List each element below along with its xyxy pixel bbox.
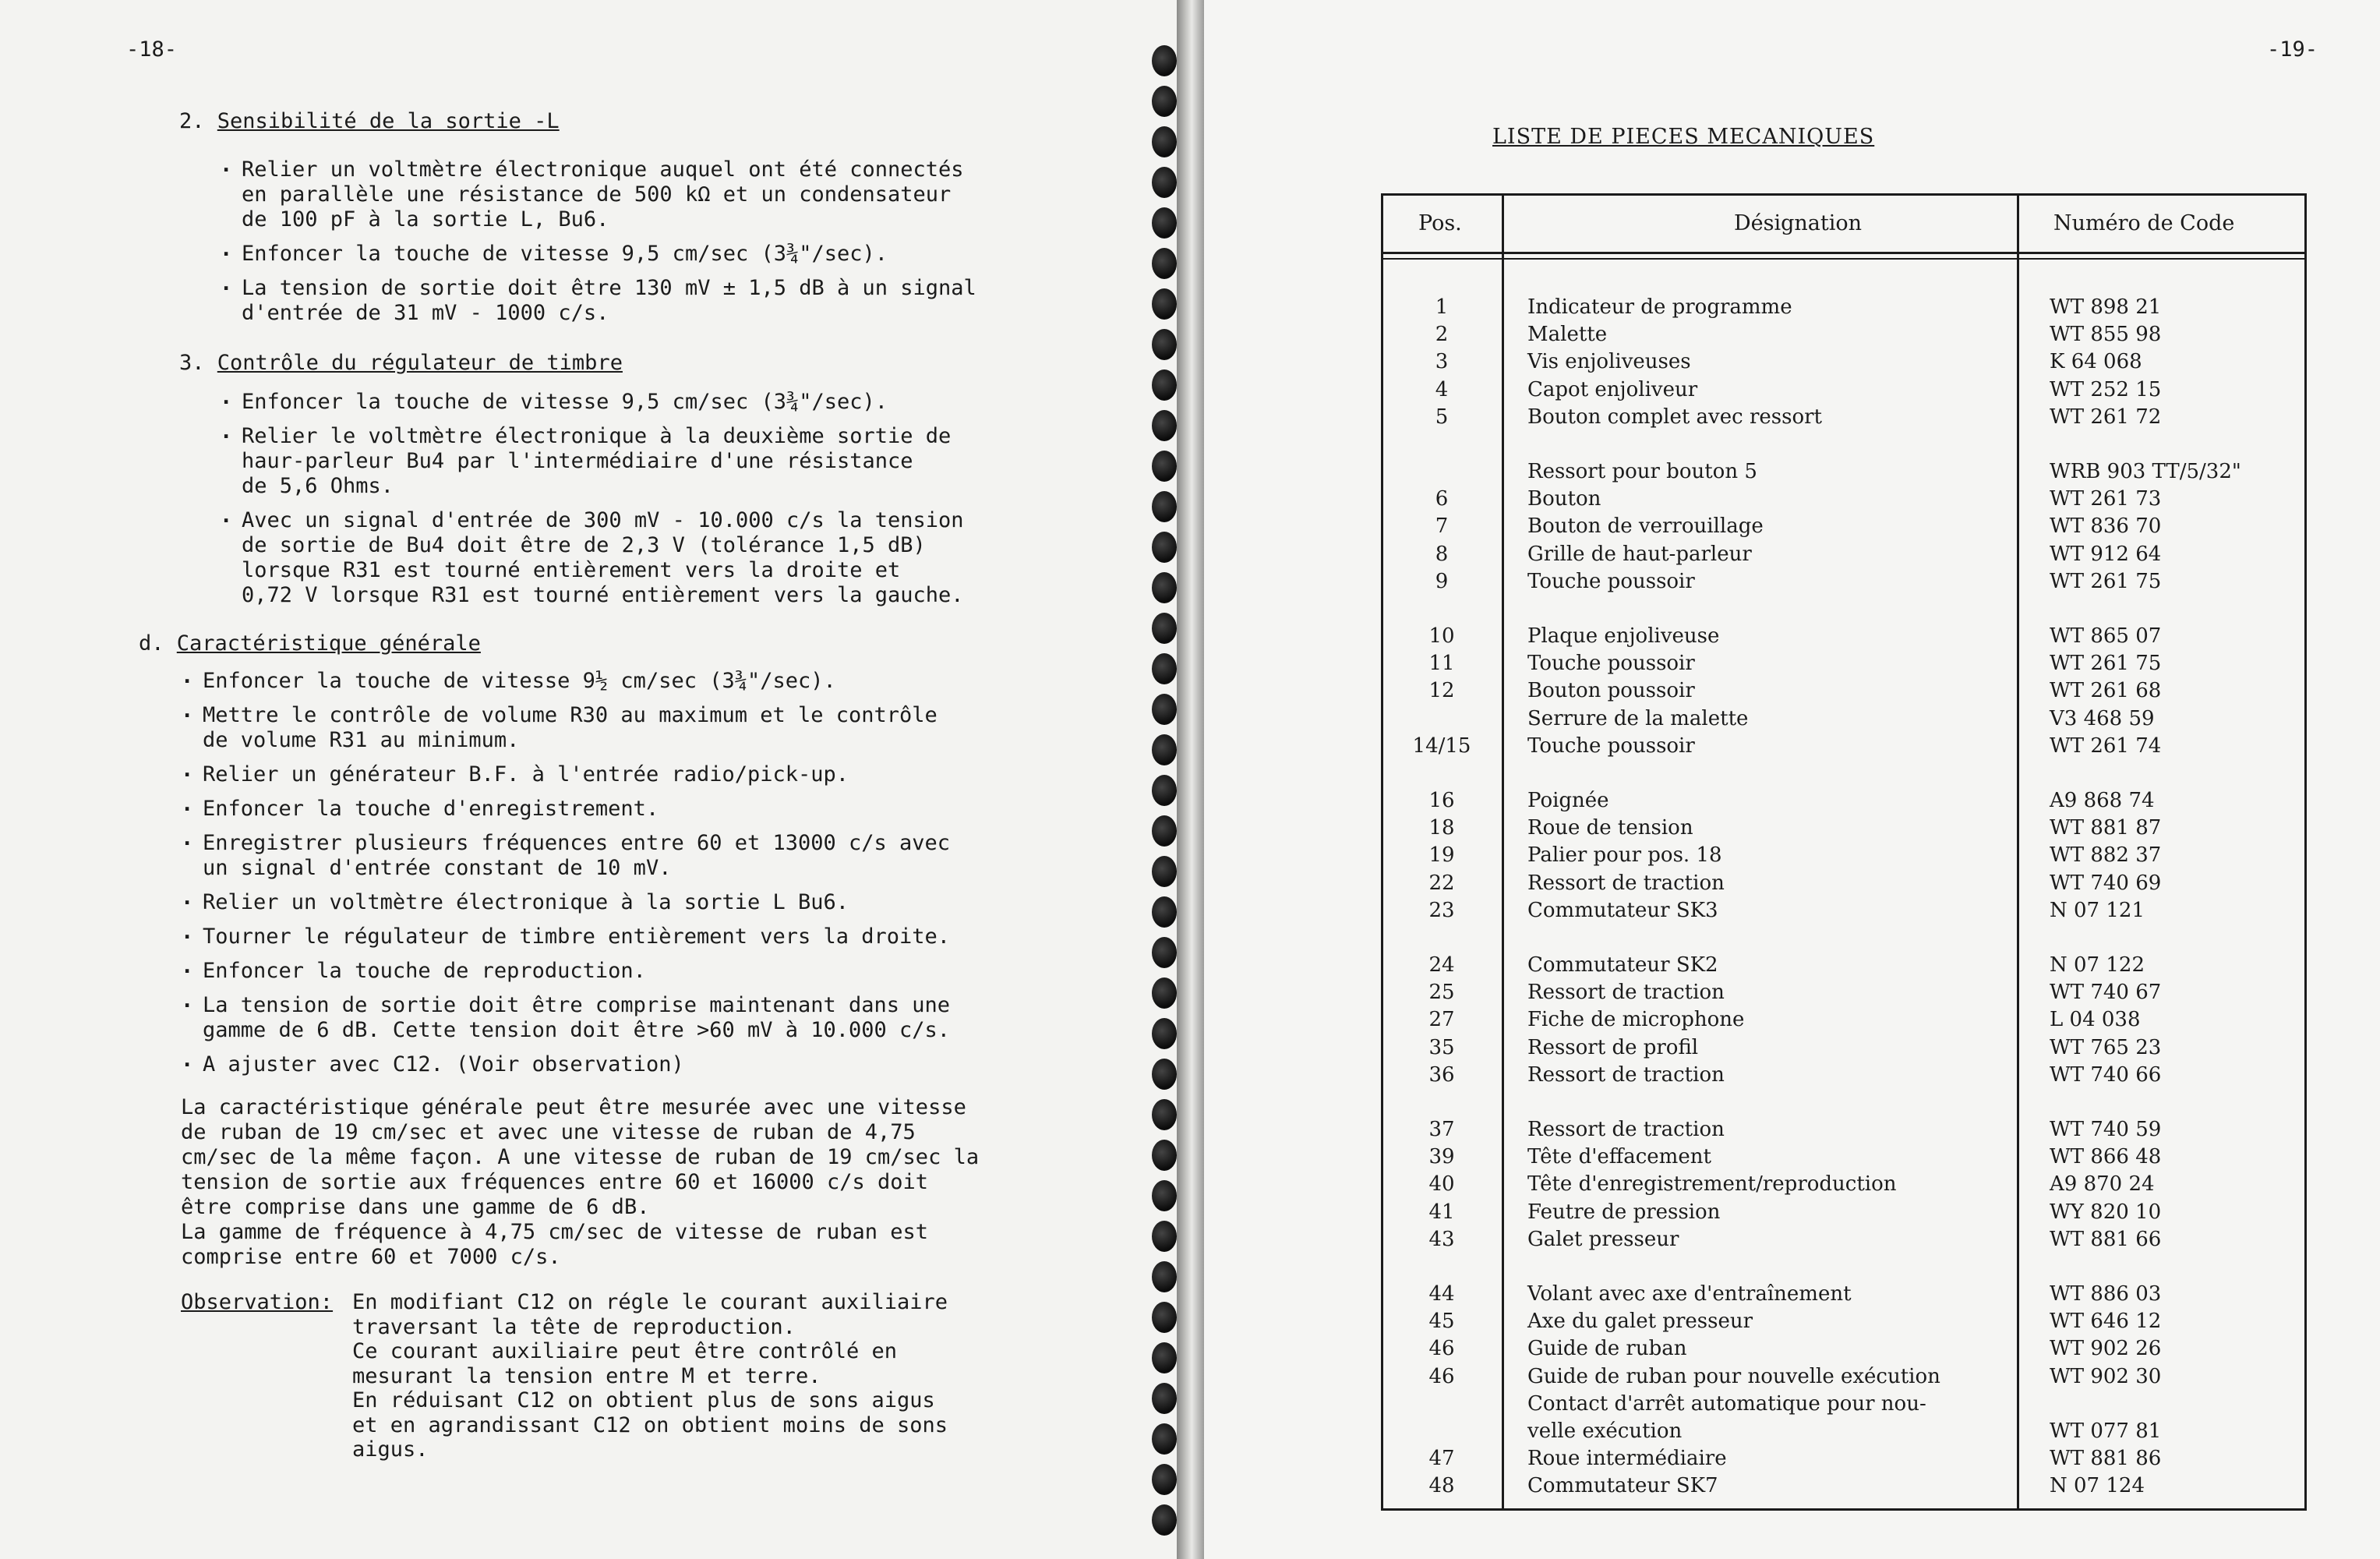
row-designation: velle exécution (1527, 1419, 1683, 1443)
row-pos: 24 (1428, 953, 1455, 977)
table-row (1383, 652, 2304, 679)
binding-ring (1152, 207, 1177, 239)
table-row (1383, 1337, 2304, 1364)
binding-ring (1152, 1059, 1177, 1090)
table-row (1383, 1063, 2304, 1091)
row-designation: Guide de ruban (1527, 1337, 1687, 1361)
section-3-list (220, 390, 1139, 617)
row-code: WT 866 48 (2050, 1145, 2162, 1169)
row-code: WT 261 75 (2050, 652, 2162, 676)
list-item: . Enfoncer la touche de vitesse 9,5 cm/sec (3¾"/sec). (220, 390, 1139, 415)
column-header-code: Numéro de Code (2053, 211, 2235, 235)
section-3-number: 3. (179, 351, 205, 375)
row-pos: 36 (1428, 1062, 1455, 1087)
row-designation: Palier pour pos. 18 (1527, 843, 1722, 868)
binding-ring (1152, 410, 1177, 441)
row-pos: 12 (1428, 679, 1455, 703)
row-pos: 48 (1428, 1474, 1455, 1498)
table-row (1383, 460, 2304, 487)
row-pos: 35 (1428, 1035, 1455, 1059)
row-code: WT 836 70 (2050, 514, 2162, 539)
row-code: WT 865 07 (2050, 624, 2162, 648)
table-row (1383, 789, 2304, 816)
row-designation: Serrure de la malette (1527, 706, 1749, 730)
row-code: WT 912 64 (2050, 542, 2162, 566)
binding-ring (1152, 1018, 1177, 1049)
binding-ring (1152, 896, 1177, 928)
list-item: . Relier le voltmètre électronique à la deuxième sortie de haur-parleur Bu4 par l'intermédiaire d'une résistance de 5,6 Ohms. (220, 424, 1139, 499)
binding-ring (1152, 1464, 1177, 1495)
table-row (1383, 1118, 2304, 1145)
row-code: WT 902 30 (2050, 1364, 2162, 1388)
row-designation: Malette (1527, 323, 1608, 347)
list-item: . A ajuster avec C12. (Voir observation) (181, 1052, 1139, 1077)
row-pos: 7 (1435, 514, 1449, 539)
row-code: L 04 038 (2050, 1008, 2141, 1032)
table-row (1383, 1392, 2304, 1419)
section-d-list (181, 669, 1139, 1087)
binding-ring (1152, 167, 1177, 198)
row-pos: 8 (1435, 542, 1449, 566)
row-code: WT 886 03 (2050, 1282, 2162, 1306)
row-designation: Fiche de microphone (1527, 1008, 1745, 1032)
row-pos: 2 (1435, 323, 1449, 347)
row-designation: Ressort de traction (1527, 1118, 1725, 1141)
row-code: N 07 122 (2050, 953, 2145, 977)
row-designation: Axe du galet presseur (1527, 1310, 1753, 1334)
binding-ring (1152, 1383, 1177, 1414)
row-pos: 4 (1435, 377, 1449, 401)
row-designation: Commutateur SK2 (1527, 953, 1718, 977)
row-pos: 16 (1428, 789, 1455, 812)
row-code: A9 868 74 (2050, 789, 2155, 812)
row-designation: Roue intermédiaire (1527, 1447, 1727, 1471)
header-rule (1383, 252, 2304, 254)
row-designation: Touche poussoir (1527, 569, 1695, 593)
table-row (1383, 734, 2304, 762)
row-designation: Ressort de traction (1527, 1062, 1725, 1087)
table-row (1383, 1172, 2304, 1200)
row-code: WT 740 69 (2050, 871, 2162, 895)
binding-ring (1152, 937, 1177, 968)
row-pos: 3 (1435, 350, 1449, 374)
table-row (1383, 953, 2304, 981)
row-designation: Touche poussoir (1527, 734, 1695, 758)
section-3-title: Contrôle du régulateur de timbre (217, 351, 623, 375)
row-pos: 41 (1428, 1200, 1455, 1224)
list-item: . Enfoncer la touche de vitesse 9½ cm/sec (3¾"/sec). (181, 669, 1139, 694)
row-designation: Bouton (1527, 487, 1601, 511)
row-designation: Bouton de verrouillage (1527, 514, 1764, 539)
table-row (1383, 487, 2304, 514)
row-pos: 6 (1435, 487, 1449, 511)
table-row (1383, 843, 2304, 871)
table-row (1383, 1419, 2304, 1447)
table-row (1383, 570, 2304, 597)
row-designation: Tête d'enregistrement/reproduction (1527, 1172, 1897, 1197)
section-2-list (220, 157, 1139, 335)
row-designation: Indicateur de programme (1527, 295, 1792, 319)
general-characteristic-paragraph: La caractéristique générale peut être mesurée avec une vitesse de ruban de 19 cm/sec et avec une vitesse de ruban de 4,75 cm/sec de la même façon. A une vitesse de ruban de 19 cm/sec la tension de sortie aux fréquences entre 60 et 16000 c/s doit être comprise dans une gamme de 6 dB. La gamme de fréquence à 4,75 cm/sec de vitesse de ruban est comprise entre 60 et 7000 c/s. (181, 1095, 980, 1269)
row-designation: Capot enjoliveur (1527, 377, 1698, 401)
row-designation: Bouton poussoir (1527, 679, 1695, 703)
binding-ring (1152, 1423, 1177, 1455)
list-item: . La tension de sortie doit être comprise maintenant dans une gamme de 6 dB. Cette tension doit être >60 mV à 10.000 c/s. (181, 993, 1139, 1043)
binding-ring (1152, 532, 1177, 563)
row-code: WT 902 26 (2050, 1337, 2162, 1361)
table-row (1383, 707, 2304, 734)
row-code: WT 261 75 (2050, 569, 2162, 593)
row-designation: Feutre de pression (1527, 1200, 1721, 1224)
book-gutter (1177, 0, 1204, 1559)
row-designation: Guide de ruban pour nouvelle exécution (1527, 1364, 1940, 1388)
row-pos: 43 (1428, 1227, 1455, 1251)
header-rule (1383, 258, 2304, 260)
list-item: . Mettre le contrôle de volume R30 au maximum et le contrôle de volume R31 au minimum. (181, 703, 1139, 753)
row-pos: 44 (1428, 1282, 1455, 1306)
row-pos: 45 (1428, 1310, 1455, 1334)
row-code: A9 870 24 (2050, 1172, 2155, 1197)
binding-ring (1152, 775, 1177, 806)
table-row (1383, 871, 2304, 899)
row-code: WT 252 15 (2050, 377, 2162, 401)
section-d-heading (139, 631, 481, 656)
row-designation: Roue de tension (1527, 816, 1693, 840)
row-code: WT 740 59 (2050, 1118, 2162, 1141)
row-code: WT 881 66 (2050, 1227, 2162, 1251)
row-code: WY 820 10 (2050, 1200, 2162, 1224)
binding-ring (1152, 369, 1177, 401)
binding-ring (1152, 653, 1177, 684)
table-row (1383, 543, 2304, 570)
row-code: WT 765 23 (2050, 1035, 2162, 1059)
table-row (1383, 1474, 2304, 1501)
list-item: . Relier un générateur B.F. à l'entrée radio/pick-up. (181, 762, 1139, 787)
table-row (1383, 1008, 2304, 1035)
table-row (1383, 323, 2304, 350)
binding-ring (1152, 1221, 1177, 1252)
row-code: WT 646 12 (2050, 1310, 2162, 1334)
table-row (1383, 1200, 2304, 1228)
row-code: WT 077 81 (2050, 1419, 2162, 1443)
binding-ring (1152, 572, 1177, 603)
row-code: WT 740 67 (2050, 981, 2162, 1005)
binding-ring (1152, 1342, 1177, 1373)
binding-ring (1152, 288, 1177, 320)
list-item: . Enregistrer plusieurs fréquences entre 60 et 13000 c/s avec un signal d'entrée constant de 10 mV. (181, 831, 1139, 881)
row-code: WT 261 73 (2050, 487, 2162, 511)
row-designation: Commutateur SK7 (1527, 1474, 1718, 1498)
binding-ring (1152, 451, 1177, 482)
row-designation: Ressort de traction (1527, 981, 1725, 1005)
row-code: N 07 121 (2050, 898, 2145, 922)
binding-ring (1152, 1099, 1177, 1130)
page-number-left: -18- (126, 37, 178, 62)
row-designation: Ressort de profil (1527, 1035, 1699, 1059)
row-code: WT 261 74 (2050, 734, 2162, 758)
row-code: WT 881 87 (2050, 816, 2162, 840)
row-designation: Ressort pour bouton 5 (1527, 460, 1757, 483)
table-row (1383, 899, 2304, 926)
binding-ring (1152, 1302, 1177, 1333)
list-item: . La tension de sortie doit être 130 mV ± 1,5 dB à un signal d'entrée de 31 mV - 1000 c/s. (220, 276, 1139, 326)
row-pos: 47 (1428, 1447, 1455, 1471)
binding-ring (1152, 856, 1177, 887)
row-code: WT 740 66 (2050, 1062, 2162, 1087)
section-2-number: 2. (179, 109, 205, 133)
binding-ring (1152, 1261, 1177, 1292)
binding-ring (1152, 1504, 1177, 1536)
row-code: K 64 068 (2050, 350, 2142, 374)
row-code: WT 855 98 (2050, 323, 2162, 347)
section-d-number: d. (139, 631, 164, 656)
table-row (1383, 405, 2304, 433)
table-row (1383, 1145, 2304, 1172)
row-designation: Galet presseur (1527, 1227, 1679, 1251)
parts-table (1381, 193, 2307, 1511)
section-d-title: Caractéristique générale (176, 631, 481, 656)
list-item: . Avec un signal d'entrée de 300 mV - 10.000 c/s la tension de sortie de Bu4 doit être de 2,3 V (tolérance 1,5 dB) lorsque R31 est tourné entièrement vers la droite et 0,72 V lorsque R31 est tourné entièrement vers la gauche. (220, 508, 1139, 608)
row-pos: 46 (1428, 1337, 1455, 1361)
table-row (1383, 378, 2304, 405)
table-row (1383, 981, 2304, 1008)
binding-ring (1152, 491, 1177, 522)
column-header-pos: Pos. (1418, 211, 1462, 235)
list-item: . Enfoncer la touche d'enregistrement. (181, 797, 1139, 822)
table-row (1383, 295, 2304, 323)
binding-ring (1152, 694, 1177, 725)
binding-ring (1152, 815, 1177, 847)
binding-ring (1152, 45, 1177, 76)
column-header-designation: Désignation (1734, 211, 1863, 235)
row-code: WT 882 37 (2050, 843, 2162, 868)
row-designation: Poignée (1527, 789, 1609, 812)
row-pos: 11 (1428, 652, 1455, 676)
list-item: . Enfoncer la touche de reproduction. (181, 959, 1139, 984)
row-pos: 25 (1428, 981, 1455, 1005)
binding-ring (1152, 86, 1177, 117)
row-code: WT 261 68 (2050, 679, 2162, 703)
table-row (1383, 1282, 2304, 1310)
row-designation: Plaque enjoliveuse (1527, 624, 1720, 648)
table-row (1383, 1310, 2304, 1337)
observation-text: En modifiant C12 on régle le courant auxiliaire traversant la tête de reproduction. Ce courant auxiliaire peut être contrôlé en mesurant la tension entre M et terre. En réduisant C12 on obtient plus de sons aigus et en agrandissant C12 on obtient moins de sons aigus. (352, 1290, 948, 1462)
binding-ring (1152, 613, 1177, 644)
row-designation: Grille de haut-parleur (1527, 542, 1752, 566)
row-pos: 37 (1428, 1118, 1455, 1141)
row-pos: 19 (1428, 843, 1455, 868)
binding-ring (1152, 734, 1177, 765)
list-item: . Tourner le régulateur de timbre entièrement vers la droite. (181, 924, 1139, 949)
table-row (1383, 1447, 2304, 1474)
row-code: V3 468 59 (2050, 706, 2155, 730)
binding-ring (1152, 977, 1177, 1009)
binding-ring (1152, 1180, 1177, 1211)
binding-ring (1152, 248, 1177, 279)
row-designation: Volant avec axe d'entraînement (1527, 1282, 1852, 1306)
table-row (1383, 514, 2304, 542)
row-pos: 27 (1428, 1008, 1455, 1032)
binding-ring (1152, 1140, 1177, 1171)
row-designation: Contact d'arrêt automatique pour nou- (1527, 1391, 1926, 1416)
row-pos: 39 (1428, 1145, 1455, 1169)
row-pos: 5 (1435, 405, 1449, 429)
row-designation: Ressort de traction (1527, 871, 1725, 895)
list-item: . Relier un voltmètre électronique à la sortie L Bu6. (181, 890, 1139, 915)
row-code: WT 881 86 (2050, 1447, 2162, 1471)
table-row (1383, 624, 2304, 652)
row-pos: 10 (1428, 624, 1455, 648)
row-pos: 14/15 (1412, 734, 1471, 758)
binding-ring (1152, 329, 1177, 360)
table-row (1383, 1228, 2304, 1255)
table-row (1383, 1365, 2304, 1392)
table-row (1383, 350, 2304, 377)
row-pos: 9 (1435, 569, 1449, 593)
row-pos: 23 (1428, 898, 1455, 922)
table-row (1383, 816, 2304, 843)
table-row (1383, 1036, 2304, 1063)
row-designation: Bouton complet avec ressort (1527, 405, 1822, 429)
row-code: WT 261 72 (2050, 405, 2162, 429)
row-code: WT 898 21 (2050, 295, 2162, 319)
row-code: WRB 903 TT/5/32" (2050, 460, 2241, 483)
row-designation: Tête d'effacement (1527, 1145, 1711, 1169)
row-designation: Touche poussoir (1527, 652, 1695, 676)
row-pos: 18 (1428, 816, 1455, 840)
section-3-heading (179, 351, 623, 375)
row-designation: Commutateur SK3 (1527, 898, 1718, 922)
row-code: N 07 124 (2050, 1474, 2145, 1498)
section-2-title: Sensibilité de la sortie -L (217, 109, 560, 133)
binding-ring (1152, 126, 1177, 157)
row-designation: Vis enjoliveuses (1527, 350, 1691, 374)
table-row (1383, 679, 2304, 706)
left-page (0, 0, 1177, 1559)
page-number-right: -19- (2266, 37, 2318, 62)
parts-list-title: LISTE DE PIECES MECANIQUES (1492, 125, 1875, 149)
list-item: . Enfoncer la touche de vitesse 9,5 cm/sec (3¾"/sec). (220, 242, 1139, 267)
row-pos: 40 (1428, 1172, 1455, 1197)
list-item: . Relier un voltmètre électronique auquel ont été connectés en parallèle une résistance de 500 kΩ et un condensateur de 100 pF à la sortie L, Bu6. (220, 157, 1139, 232)
row-pos: 46 (1428, 1364, 1455, 1388)
row-pos: 1 (1435, 295, 1449, 319)
row-pos: 22 (1428, 871, 1455, 895)
observation-label: Observation: (181, 1290, 334, 1314)
section-2-heading (179, 109, 560, 133)
